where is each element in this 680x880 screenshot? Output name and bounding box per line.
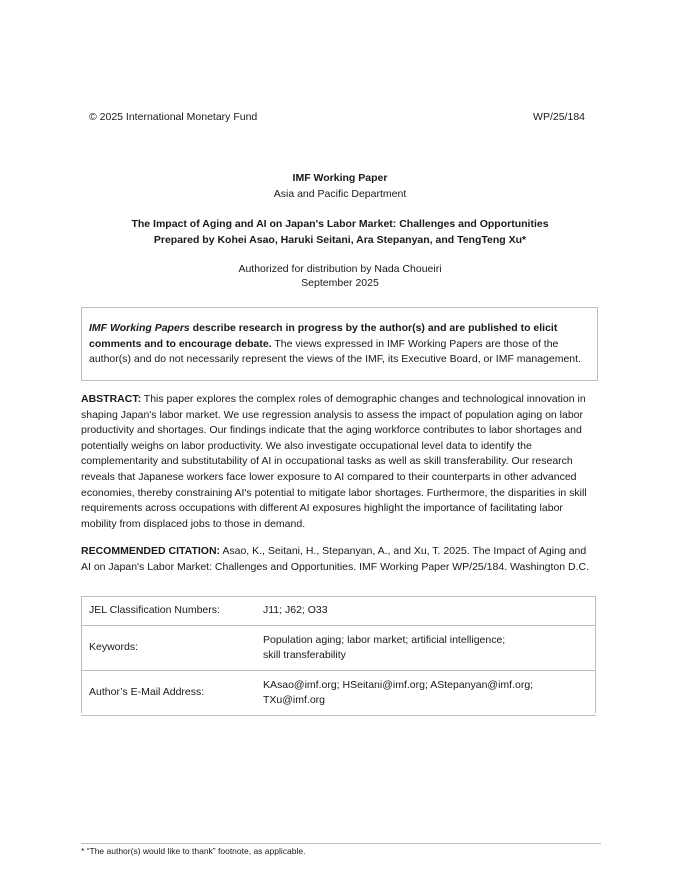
table-row — [81, 626, 596, 671]
table-row — [81, 597, 596, 626]
abstract-label: ABSTRACT: — [81, 393, 142, 405]
jel-label: JEL Classification Numbers: — [81, 597, 255, 626]
disclaimer-body: The views expressed in IMF Working Papers are those of the author(s) and do not necessarily represent the views of the IMF, its Executive Board, or IMF management. — [89, 337, 581, 365]
citation-text: Asao, K., Seitani, H., Stepanyan, A., and Xu, T. 2025. The Impact of Aging and AI on Japan's Labor Market: Challenges and Opportunities. IMF Working Paper WP/25/184. Washington D.C. — [81, 545, 590, 573]
recommended-citation — [81, 543, 597, 575]
disclaimer-text — [89, 321, 594, 368]
jel-value — [255, 597, 596, 626]
series-title: IMF Working Paper — [292, 172, 388, 184]
table-row — [81, 671, 596, 716]
abstract — [81, 392, 597, 532]
keywords-value — [255, 626, 596, 671]
disclaimer-bold: describe research in progress by the author(s) and are published to elicit comments and to encourage debate. — [89, 322, 558, 350]
keywords-line-2: skill transferability — [263, 649, 346, 661]
working-paper-number: WP/25/184 — [533, 111, 585, 123]
footnote: * “The author(s) would like to thank” footnote, as applicable. — [81, 846, 306, 856]
publication-date: September 2025 — [301, 277, 379, 289]
copyright-notice: © 2025 International Monetary Fund — [89, 111, 258, 123]
paper-authors: Prepared by Kohei Asao, Haruki Seitani, Ara Stepanyan, and TengTeng Xu* — [153, 234, 527, 246]
citation-label: RECOMMENDED CITATION: — [81, 545, 221, 557]
authorization-line: Authorized for distribution by Nada Choueiri — [238, 263, 442, 275]
department-name: Asia and Pacific Department — [273, 188, 407, 200]
email-line-1[interactable]: KAsao@imf.org; HSeitani@imf.org; AStepanyan@imf.org; — [263, 678, 534, 691]
disclaimer-lead: IMF Working Papers — [89, 322, 190, 334]
keywords-label: Keywords: — [81, 626, 255, 671]
email-label: Author’s E-Mail Address: — [81, 671, 255, 716]
keywords-line-1: Population aging; labor market; artificial intelligence; — [263, 633, 506, 646]
metadata-table — [81, 596, 596, 716]
email-value — [255, 671, 596, 716]
footnote-divider — [81, 843, 601, 844]
jel-value-text: J11; J62; O33 — [263, 604, 328, 617]
email-line-2[interactable]: TXu@imf.org — [263, 694, 326, 706]
paper-title: The Impact of Aging and AI on Japan's Labor Market: Challenges and Opportunities — [131, 218, 549, 230]
abstract-text: This paper explores the complex roles of demographic changes and technological innovation in shaping Japan's labor market. We use regression analysis to assess the impact of population aging on labor productivity and shortages. Our findings indicate that the aging workforce contributes to labor shortages and potentially weighs on labor productivity. We also investigate occupational level data to identify the complementarity and substitutability of AI in occupational tasks as well as skill transferability. Our research reveals that Japanese workers face lower exposure to AI compared to their counterparts in other advanced economies, thereby constraining AI's potential to mitigate labor shortages. Furthermore, the disparities in skill requirements across occupations with different AI exposures highlight the importance of facilitating labor mobility from displaced jobs to those in demand. — [81, 393, 587, 530]
